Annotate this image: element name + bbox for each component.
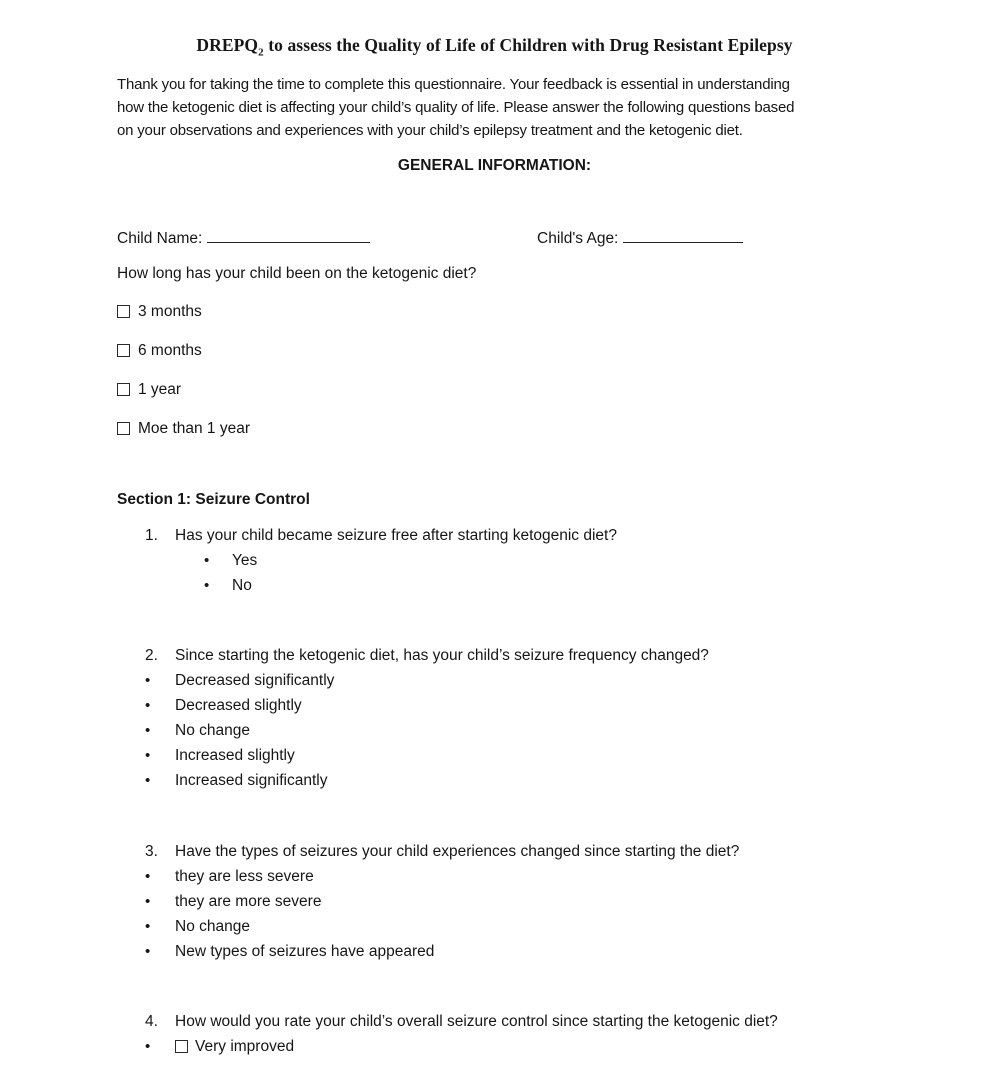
title-rest: to assess the Quality of Life of Children with Drug Resistant Epilepsy: [263, 35, 793, 55]
answer-option-no: [117, 577, 872, 594]
answer-option-label: Decreased significantly: [175, 672, 335, 689]
bullet-icon: [145, 918, 175, 935]
answer-option-decreased-slightly: [117, 697, 872, 714]
answer-option-label: Increased significantly: [175, 772, 328, 789]
bullet-icon: [145, 893, 175, 910]
checkbox-icon[interactable]: [117, 383, 130, 396]
duration-option-label: 1 year: [138, 380, 182, 398]
question-number: 1.: [145, 527, 158, 544]
intro-paragraph: [117, 73, 872, 142]
child-age-blank[interactable]: [623, 228, 743, 243]
answer-option-decreased-significantly: [117, 672, 872, 689]
document-title: [117, 0, 872, 57]
answer-option-yes: [117, 552, 872, 569]
question-4-line: [117, 1013, 872, 1030]
checkbox-icon[interactable]: [175, 1040, 188, 1053]
question-2: [117, 647, 872, 789]
child-name-field: [117, 230, 370, 247]
title-subscript: 2: [258, 46, 264, 59]
duration-option-6-months[interactable]: [117, 342, 872, 359]
duration-option-more-than-1-year[interactable]: [117, 420, 872, 437]
bullet-icon: [145, 722, 175, 739]
checkbox-icon[interactable]: [117, 305, 130, 318]
answer-option-label: they are less severe: [175, 868, 314, 885]
child-age-label: Child's Age:: [537, 230, 619, 247]
question-2-line: [117, 647, 872, 664]
answer-option-label: Yes: [232, 552, 258, 569]
duration-option-label: Moe than 1 year: [138, 419, 251, 437]
answer-option-no-change: [117, 918, 872, 935]
child-age-field: [537, 228, 743, 248]
bullet-icon: [145, 697, 175, 714]
duration-option-label: 3 months: [138, 302, 202, 320]
answer-option-very-improved[interactable]: [117, 1038, 872, 1055]
duration-option-label: 6 months: [138, 341, 202, 359]
intro-line: on your observations and experiences with your child’s epilepsy treatment and the ketogenic diet.: [117, 122, 743, 139]
child-name-blank[interactable]: [207, 228, 370, 243]
answer-option-label: Very improved: [195, 1038, 295, 1055]
answer-option-new-types: [117, 943, 872, 960]
general-information-heading: GENERAL INFORMATION:: [397, 157, 592, 174]
title-prefix: DREPQ: [196, 35, 259, 55]
bullet-icon: [145, 672, 175, 689]
question-4: [117, 1013, 872, 1055]
answer-option-no-change: [117, 722, 872, 739]
question-text: Have the types of seizures your child experiences changed since starting the diet?: [175, 843, 740, 860]
bullet-icon: [145, 772, 175, 789]
answer-option-label: No change: [175, 918, 250, 935]
duration-options: [117, 303, 872, 437]
question-number: 2.: [145, 647, 158, 664]
checkbox-icon[interactable]: [117, 344, 130, 357]
bullet-icon: [145, 1038, 175, 1055]
bullet-icon: [145, 747, 175, 764]
question-3: [117, 843, 872, 960]
question-text: Since starting the ketogenic diet, has your child’s seizure frequency changed?: [175, 647, 709, 664]
duration-question: How long has your child been on the ketogenic diet?: [117, 265, 477, 282]
intro-line: how the ketogenic diet is affecting your child’s quality of life. Please answer the following questions based: [117, 99, 795, 116]
intro-line: Thank you for taking the time to complete this questionnaire. Your feedback is essential in understanding: [117, 76, 790, 93]
answer-option-label: they are more severe: [175, 893, 322, 910]
question-1: [117, 527, 872, 594]
answer-option-less-severe: [117, 868, 872, 885]
bullet-icon: [145, 943, 175, 960]
checkbox-icon[interactable]: [117, 422, 130, 435]
question-text: How would you rate your child’s overall seizure control since starting the ketogenic diet?: [175, 1013, 778, 1030]
duration-option-1-year[interactable]: [117, 381, 872, 398]
bullet-icon: [204, 577, 232, 594]
child-name-label: Child Name:: [117, 230, 203, 247]
bullet-icon: [145, 868, 175, 885]
name-age-row: [117, 228, 872, 248]
answer-option-label: No: [232, 577, 252, 594]
duration-option-3-months[interactable]: [117, 303, 872, 320]
answer-option-label: No change: [175, 722, 250, 739]
answer-option-increased-slightly: [117, 747, 872, 764]
answer-option-label: New types of seizures have appeared: [175, 943, 435, 960]
question-text: Has your child became seizure free after starting ketogenic diet?: [175, 527, 617, 544]
answer-option-label: Increased slightly: [175, 747, 295, 764]
answer-option-label: Decreased slightly: [175, 697, 302, 714]
question-3-line: [117, 843, 872, 860]
answer-option-increased-significantly: [117, 772, 872, 789]
answer-option-more-severe: [117, 893, 872, 910]
question-1-line: [117, 527, 872, 544]
question-number: 4.: [145, 1013, 158, 1030]
section1-heading: Section 1: Seizure Control: [117, 491, 310, 508]
bullet-icon: [204, 552, 232, 569]
question-number: 3.: [145, 843, 158, 860]
